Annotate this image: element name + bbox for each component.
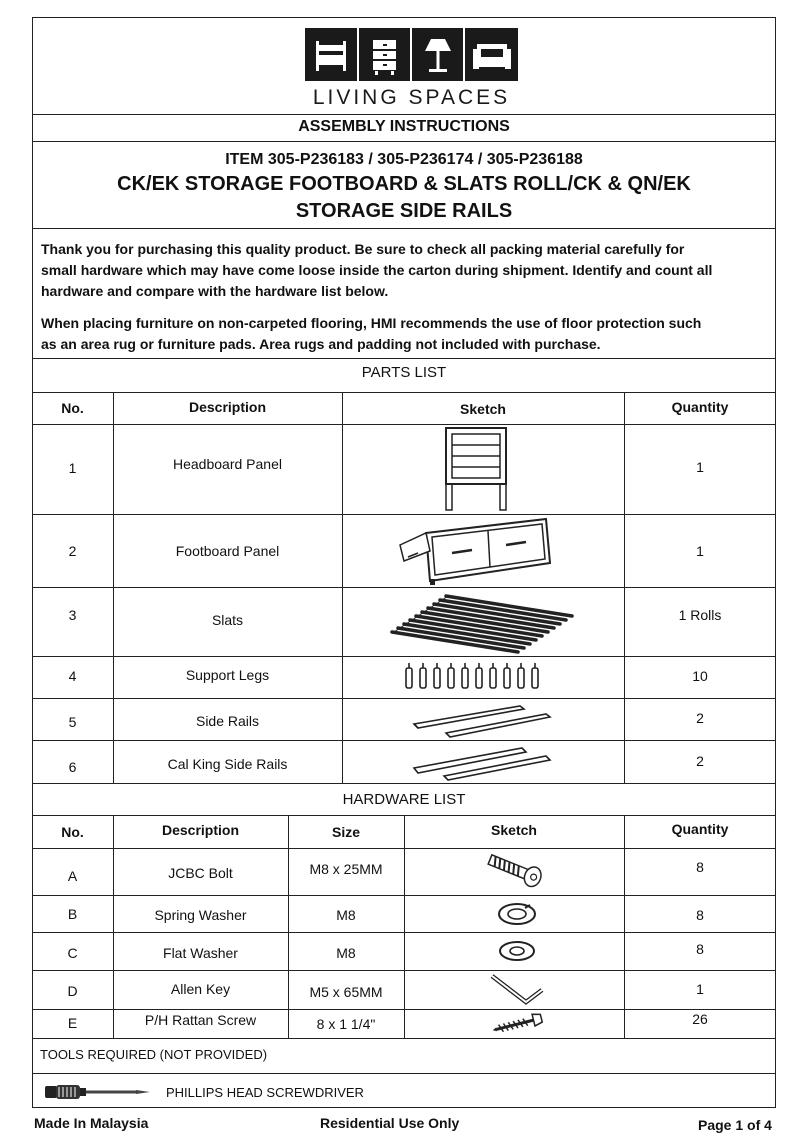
side-rails-sketch [412,700,552,740]
part-quantity: 1 [696,459,704,475]
hardware-quantity: 8 [696,859,704,875]
screw-sketch [490,1011,546,1037]
hardware-size: 8 x 1 1/4" [316,1016,376,1032]
hardware-no: C [67,945,78,961]
hardware-no: D [67,983,78,999]
parts-col-no: No. [61,400,84,416]
hardware-col-description: Description [161,822,239,838]
hardware-size: M8 x 25MM [309,861,383,877]
part-description: Slats [211,612,244,628]
spring-washer-sketch [495,900,539,928]
page-number: Page 1 of 4 [698,1117,772,1133]
hardware-size: M8 [336,907,356,923]
tools-required-label: TOOLS REQUIRED (NOT PROVIDED) [40,1047,268,1062]
footboard-panel-sketch [396,515,556,587]
parts-col-quantity: Quantity [671,399,729,415]
part-description: Footboard Panel [175,543,280,559]
flat-washer-sketch [497,938,537,964]
part-quantity: 2 [696,710,704,726]
headboard-panel-sketch [440,426,520,512]
hardware-col-quantity: Quantity [671,821,729,837]
part-no: 4 [68,668,77,684]
parts-col-description: Description [188,399,266,415]
armchair-icon [473,44,511,69]
dresser-icon [373,40,396,75]
support-legs-sketch [404,662,544,692]
part-description: Headboard Panel [173,456,282,472]
parts-list-title: PARTS LIST [361,364,447,381]
hardware-quantity: 8 [696,941,704,957]
part-quantity: 10 [692,668,708,684]
part-quantity: 1 [696,543,704,559]
footer-origin: Made In Malaysia [34,1115,149,1131]
hardware-col-size: Size [331,824,360,840]
hardware-no: E [67,1015,78,1031]
tools-item: PHILLIPS HEAD SCREWDRIVER [166,1085,364,1100]
part-no: 2 [68,543,77,559]
hardware-quantity: 1 [696,981,704,997]
part-quantity: 2 [696,753,704,769]
hardware-no: B [67,906,78,922]
intro-paragraph-2: When placing furniture on non-carpeted flooring, HMI recommends the use of floor protection such as an area rug or furniture pads. Area rugs and padding not included with purchase. [41,315,702,352]
hardware-quantity: 8 [696,907,704,923]
hardware-description: Spring Washer [154,907,247,923]
hardware-size: M8 [336,945,356,961]
part-quantity: 1 Rolls [678,607,722,623]
hardware-description: P/H Rattan Screw [144,1012,257,1028]
part-description: Cal King Side Rails [167,756,288,772]
intro-paragraph-1: Thank you for purchasing this quality product. Be sure to check all packing material carefully for small hardware which may have come loose inside the carton during shipment. Identify and count all hardware and compare with the hardware list below. [41,241,713,299]
hardware-col-no: No. [61,824,84,840]
cal-king-side-rails-sketch [412,742,552,782]
part-no: 1 [68,460,77,476]
item-numbers: ITEM 305-P236183 / 305-P236174 / 305-P236188 [225,151,583,168]
bolt-sketch [484,852,548,888]
part-description: Support Legs [185,667,270,683]
hardware-list-title: HARDWARE LIST [342,791,466,808]
screwdriver-icon [44,1082,154,1102]
part-no: 6 [68,759,77,775]
product-title-line1: CK/EK STORAGE FOOTBOARD & SLATS ROLL/CK & QN/EK [117,173,691,195]
hardware-no: A [67,868,78,884]
allen-key-sketch [488,972,548,1008]
hardware-size: M5 x 65MM [309,984,383,1000]
hardware-description: JCBC Bolt [168,865,233,881]
slats-roll-sketch [386,590,576,654]
footer-use: Residential Use Only [320,1115,460,1131]
product-title-line2: STORAGE SIDE RAILS [295,200,513,222]
part-no: 5 [68,714,77,730]
hardware-col-sketch: Sketch [491,822,537,838]
brand-logo [305,27,518,109]
part-no: 3 [68,607,77,623]
hardware-description: Flat Washer [163,945,238,961]
hardware-description: Allen Key [170,981,231,997]
part-description: Side Rails [195,713,260,729]
brand-name: LIVING SPACES [312,86,511,109]
parts-col-sketch: Sketch [460,401,506,417]
hardware-quantity: 26 [692,1011,708,1027]
section-title: ASSEMBLY INSTRUCTIONS [298,118,510,135]
